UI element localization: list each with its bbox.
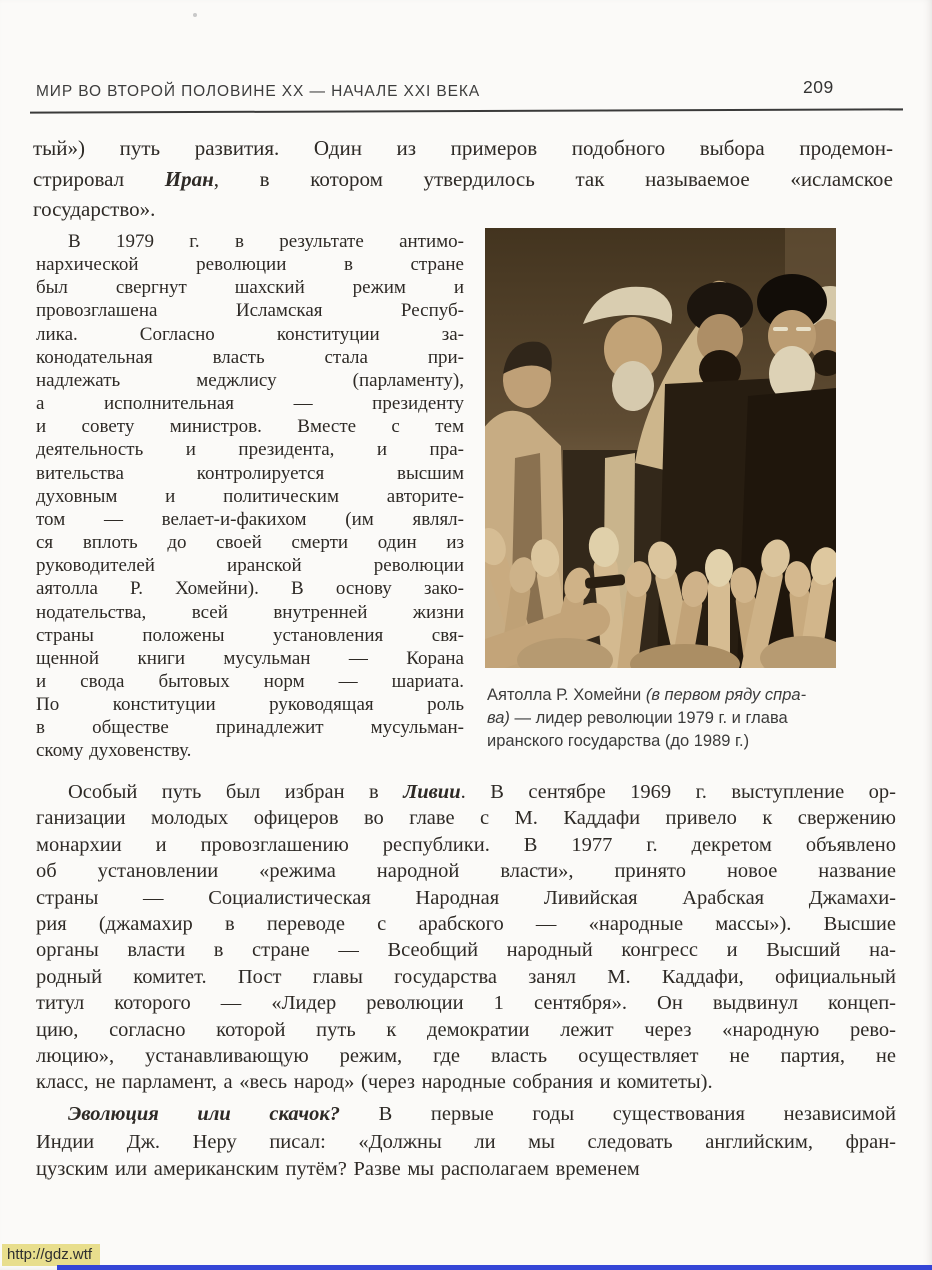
text-line: страны положены установления свя- [36, 624, 464, 646]
intro-paragraph [33, 133, 893, 225]
text-line: В 1979 г. в результате антимо- [68, 231, 464, 252]
text-line: страны — Социалистическая Народная Ливийская Арабская Джамахи- [36, 886, 896, 909]
photo-khomeini-crowd [485, 228, 836, 668]
text-line: том — велает-и-факихом (им являл- [36, 508, 464, 530]
photo-caption [487, 684, 859, 753]
iran-paragraph [36, 230, 464, 763]
text-line: был свергнут шахский режим и [36, 277, 464, 299]
text-line: ва) — лидер революции 1979 г. и глава [487, 709, 788, 727]
source-url-link[interactable]: http://gdz.wtf [2, 1244, 100, 1266]
text-line: органы власти в стране — Всеобщий народный конгресс и Высший на- [36, 939, 896, 962]
text-line: вительства контролируется высшим [36, 462, 464, 484]
text-line: цию, согласно которой путь к демократии лежит через «народную рево- [36, 1018, 896, 1041]
text-line: нархической революции в стране [36, 254, 464, 276]
text-line: руководителей иранской революции [36, 555, 464, 577]
text-line: конодательная власть стала при- [36, 346, 464, 368]
text-line: титул которого — «Лидер революции 1 сентября». Он выдвинул концеп- [36, 992, 896, 1015]
text-line: Аятолла Р. Хомейни (в первом ряду спра- [487, 686, 807, 704]
text-line: провозглашена Исламская Респуб- [36, 300, 464, 322]
text-line: деятельность и президента, и пра- [36, 439, 464, 461]
text-line: духовным и политическим авторите- [36, 485, 464, 507]
text-line: стрировал Иран, в котором утвердилось так называемое «исламское [33, 166, 893, 191]
page-number: 209 [803, 77, 834, 97]
scan-speck [193, 13, 197, 17]
evolution-paragraph [36, 1101, 896, 1184]
text-line: в обществе принадлежит мусульман- [36, 717, 464, 739]
text-line: и свода бытовых норм — шариата. [36, 670, 464, 692]
text-line: и совету министров. Вместе с тем [36, 416, 464, 438]
text-line: нодательства, всей внутренней жизни [36, 601, 464, 623]
text-line: цузским или американским путём? Разве мы располагаем временем [36, 1158, 640, 1180]
text-line: надлежать меджлису (парламенту), [36, 369, 464, 391]
text-line: Эволюция или скачок? В первые годы существования независимой [68, 1103, 896, 1125]
text-line: щенной книги мусульман — Корана [36, 647, 464, 669]
text-line: По конституции руководящая роль [36, 694, 464, 716]
running-header-title: МИР ВО ВТОРОЙ ПОЛОВИНЕ XX — НАЧАЛЕ XXI ВЕКА [36, 83, 481, 100]
text-line: Индии Дж. Неру писал: «Должны ли мы следовать английским, фран- [36, 1130, 896, 1153]
text-line: государство». [33, 197, 156, 221]
text-line: лика. Согласно конституции за- [36, 323, 464, 345]
text-line: класс, не парламент, а «весь народ» (через народные собрания и комитеты). [36, 1071, 713, 1094]
text-line: люцию», устанавливающую режим, где власть осуществляет не партия, не [36, 1045, 896, 1068]
text-line: а исполнительная — президенту [36, 393, 464, 415]
text-line: тый») путь развития. Один из примеров подобного выбора продемон- [33, 136, 893, 160]
text-line: аятолла Р. Хомейни). В основу зако- [36, 578, 464, 600]
khomeini-photo-illustration [485, 228, 836, 668]
libya-paragraph [36, 779, 896, 1096]
bottom-blue-strip [57, 1265, 932, 1270]
text-line: иранского государства (до 1989 г.) [487, 732, 750, 750]
text-line: ся вплоть до своей смерти один из [36, 532, 464, 554]
text-line: рия (джамахир в переводе с арабского — «народные массы»). Высшие [36, 913, 896, 936]
text-line: ганизации молодых офицеров во главе с М. Каддафи привело к свержению [36, 807, 896, 830]
text-line: скому духовенству. [36, 740, 192, 762]
text-line: Особый путь был избран в Ливии. В сентябре 1969 г. выступление ор- [68, 781, 896, 803]
text-line: об установлении «режима народной власти», принято новое название [36, 860, 896, 883]
header-rule [30, 108, 903, 114]
text-line: монархии и провозглашению республики. В 1977 г. декретом объявлено [36, 833, 896, 856]
text-line: родный комитет. Пост главы государства занял М. Каддафи, официальный [36, 965, 896, 988]
